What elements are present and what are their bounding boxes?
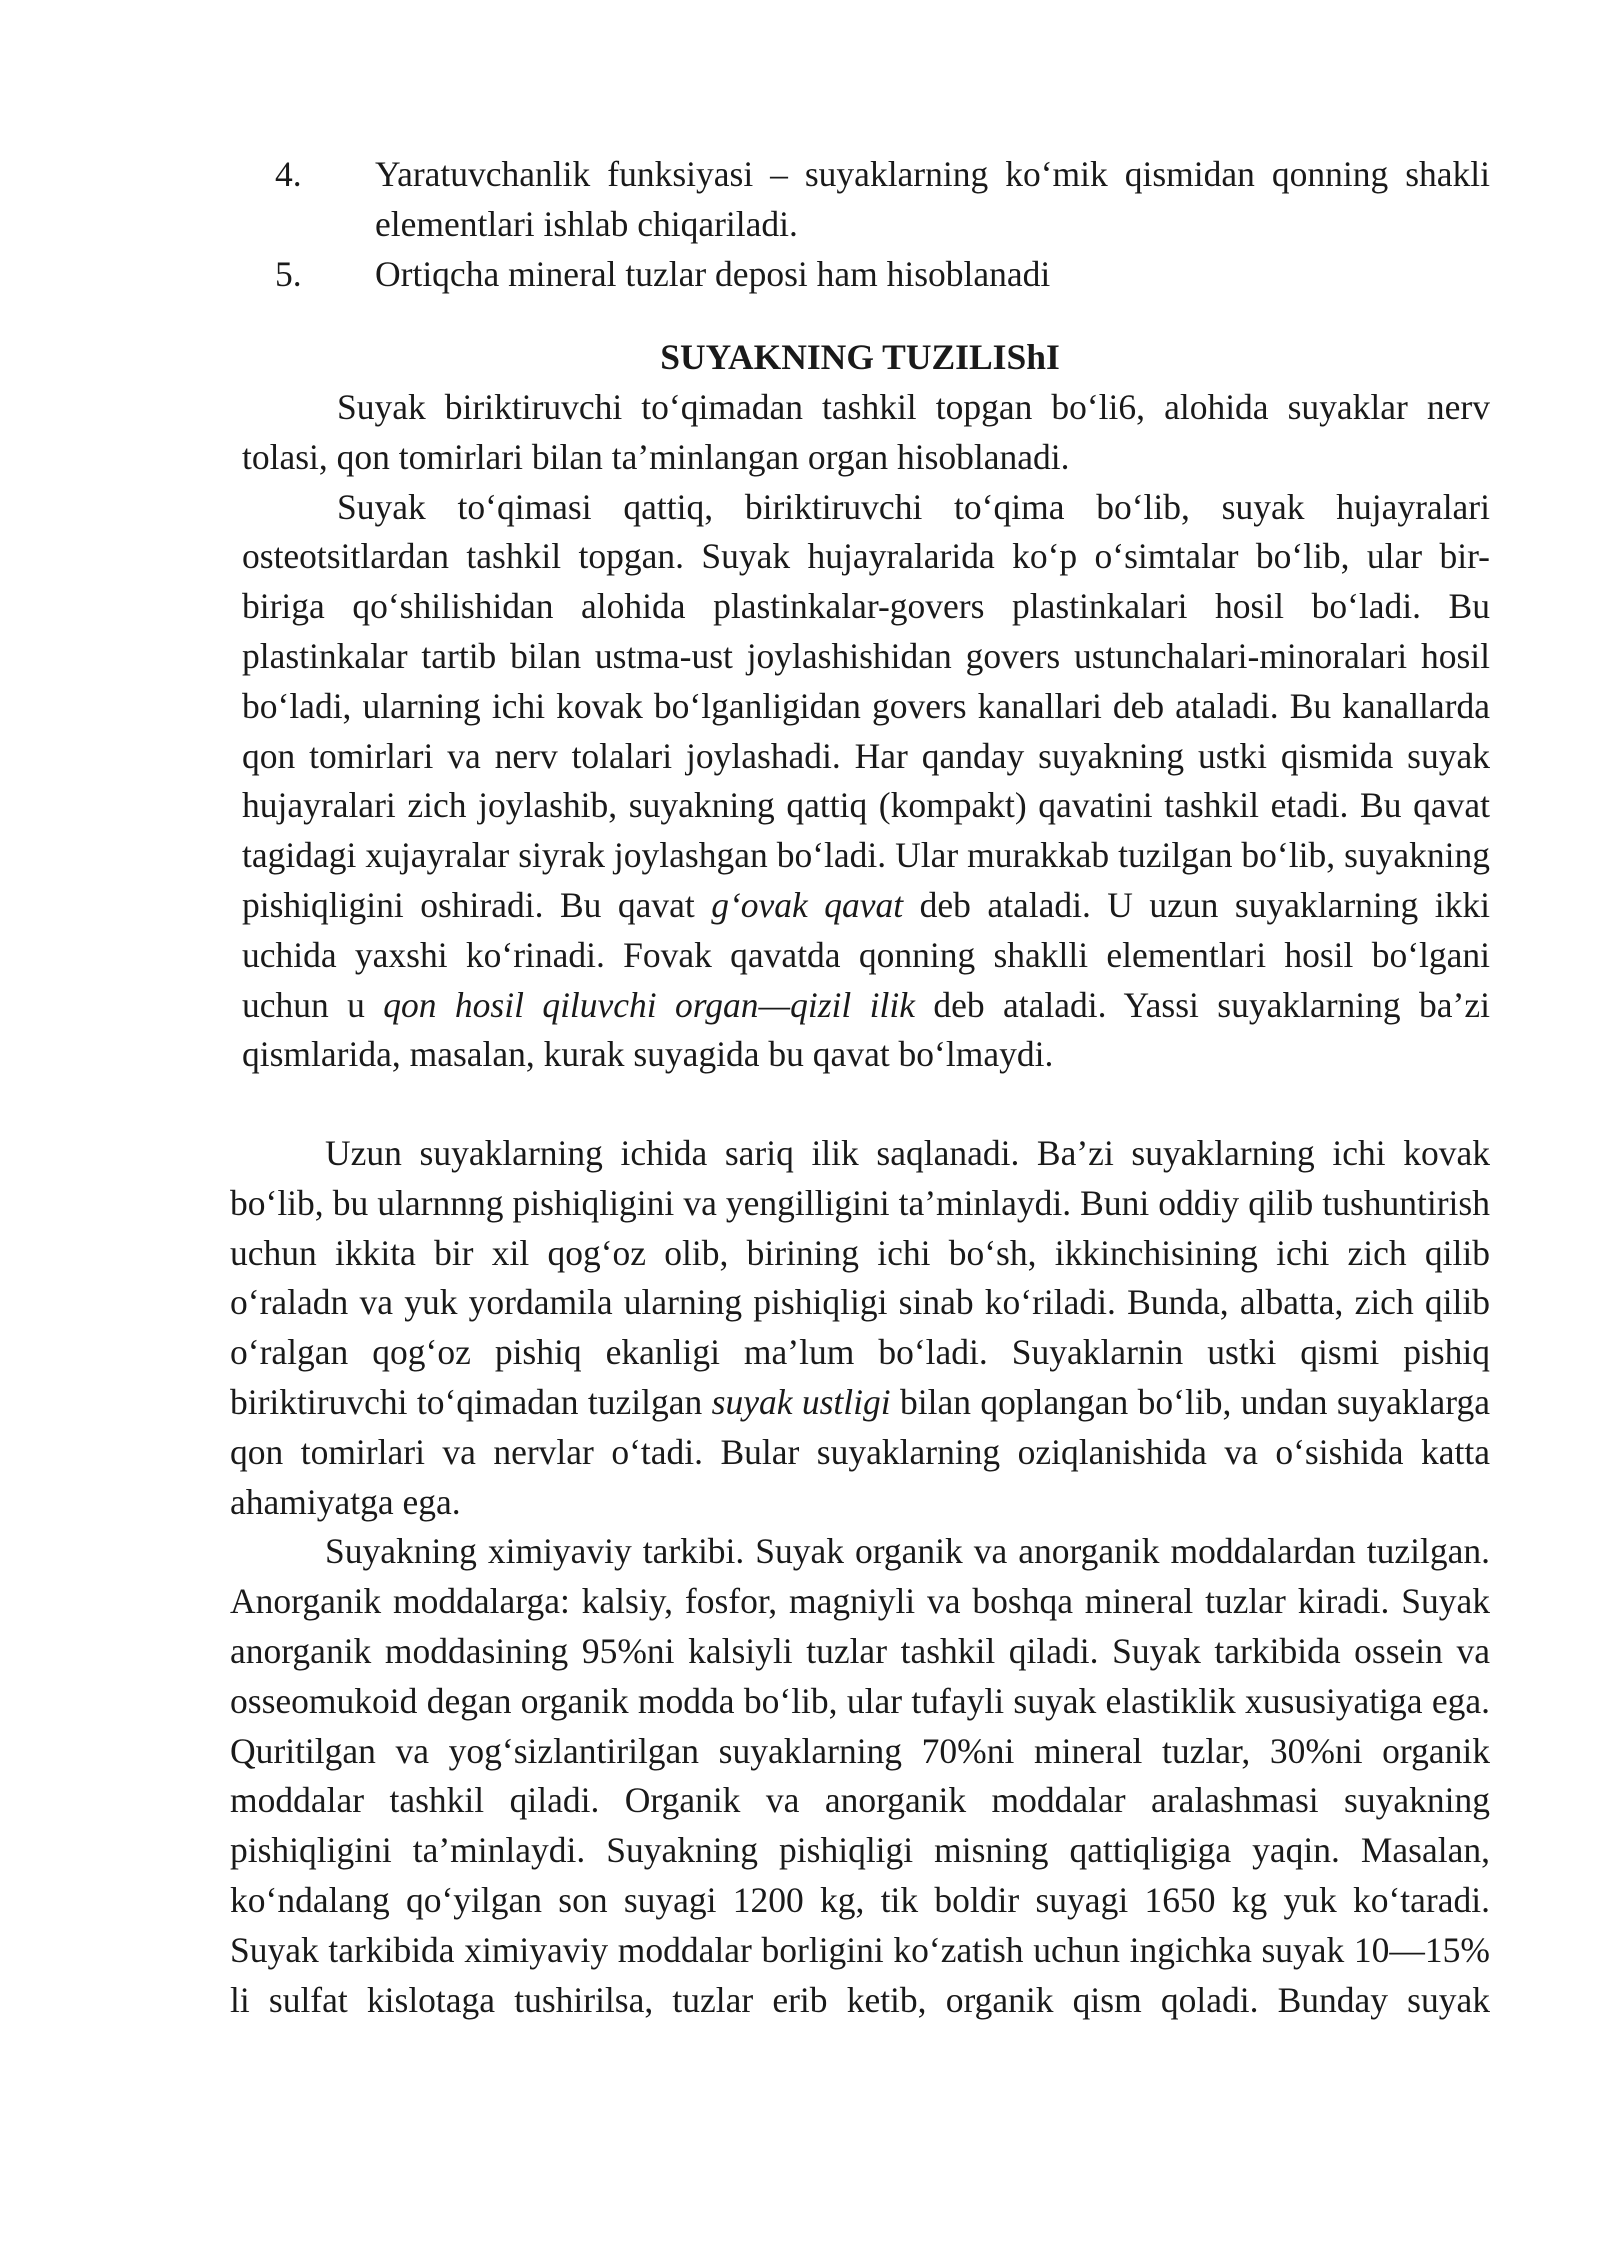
list-item-number: 5.: [275, 253, 302, 294]
list-item-number: 4.: [275, 154, 302, 194]
italic-term: g‘ovak qavat: [711, 884, 904, 925]
paragraph-bone-definition: Suyak biriktiruvchi to‘qimadan tashkil topgan bo‘li6, alohida suyaklar nerv tolasi, qon tomirlari bilan ta’minlangan organ hisoblanadi.: [242, 387, 1490, 477]
list-item-text: Ortiqcha mineral tuzlar deposi ham hisoblanadi: [375, 253, 1051, 294]
list-item: [275, 150, 1490, 250]
numbered-list: [275, 150, 1490, 299]
italic-term: suyak ustligi: [711, 1381, 891, 1422]
section-heading: SUYAKNING TUZILIShI: [660, 337, 1060, 377]
list-item: [275, 250, 1490, 300]
paragraph-text: Uzun suyaklarning ichida sariq ilik saqlanadi. Ba’zi suyaklarning ichi kovak bo‘lib, bu ularnnng pishiqligini va yengilligini ta’minlaydi. Buni oddiy qilib tushuntirish uchun ikkita bir xil qog‘oz olib, birining ichi bo‘sh, ikkinchisining ichi zich qilib o‘raladn va yuk yordamila ularning pishiqligi sinab ko‘riladi. Bunda, albatta, zich qilib o‘ralgan qog‘oz pishiq ekanligi ma’lum bo‘ladi. Suyaklarnin ustki qismi pishiq biriktiruvchi to‘qimadan tuzilgan: [230, 1133, 1490, 1422]
paragraph-text: deb ataladi. U uzun suyaklarning ikki uchida yaxshi ko‘rinadi. Fovak qavatda qonning shaklli elementlari hosil bo‘lgani uchun u: [242, 884, 1490, 1025]
paragraph-text: Suyak to‘qimasi qattiq, biriktiruvchi to‘qima bo‘lib, suyak hujayralari osteotsitlardan tashkil topgan. Suyak hujayralarida ko‘p o‘simtalar bo‘lib, ular bir-biriga qo‘shilishidan alohida plastinkalar-govers plastinkalari hosil bo‘ladi. Bu plastinkalar tartib bilan ustma-ust joylashishidan govers ustunchalari-minoralari hosil bo‘ladi, ularning ichi kovak bo‘lganligidan govers kanallari deb ataladi. Bu kanallarda qon tomirlari va nerv tolalari joylashadi. Har qanday suyakning ustki qismida suyak hujayralari zich joylashib, suyakning qattiq (kompakt) qavatini tashkil etadi. Bu qavat tagidagi xujayralar siyrak joylashgan bo‘ladi. Ular murakkab tuzilgan bo‘lib, suyakning pishiqligini oshiradi. Bu qavat: [242, 486, 1490, 925]
text-section-composition: [230, 1129, 1490, 2025]
paragraph-text: deb ataladi. Yassi suyaklarning ba’zi qismlarida, masalan, kurak suyagida bu qavat bo‘lmaydi.: [242, 984, 1490, 1075]
paragraph-bone-tissue: [242, 483, 1490, 1081]
list-item-text: Yaratuvchanlik funksiyasi – suyaklarning ko‘mik qismidan qonning shakli elementlari ishlab chiqariladi.: [375, 154, 1490, 244]
paragraph-text: bilan qoplangan bo‘lib, undan suyaklarga qon tomirlari va nervlar o‘tadi. Bular suyaklarning oziqlanishida va o‘sishida katta ahamiyatga ega.: [230, 1381, 1490, 1522]
paragraph-chemical-composition: Suyakning ximiyaviy tarkibi. Suyak organik va anorganik moddalardan tuzilgan. Anorganik moddalarga: kalsiy, fosfor, magniyli va boshqa mineral tuzlar kiradi. Suyak anorganik moddasining 95%ni kalsiyli tuzlar tashkil qiladi. Suyak tarkibida ossein va osseomukoid degan organik modda bo‘lib, ular tufayli suyak elastiklik xususiyatiga ega. Quritilgan va yog‘sizlantirilgan suyaklarning 70%ni mineral tuzlar, 30%ni organik moddalar tashkil qiladi. Organik va anorganik moddalar aralashmasi suyakning pishiqligini ta’minlaydi. Suyakning pishiqligi misning qattiqligiga yaqin. Masalan, ko‘ndalang qo‘yilgan son suyagi 1200 kg, tik boldir suyagi 1650 kg yuk ko‘taradi. Suyak tarkibida ximiyaviy moddalar borligini ko‘zatish uchun ingichka suyak 10—15% li sulfat kislotaga tushirilsa, tuzlar erib ketib, organik qism qoladi. Bunday suyak: [230, 1531, 1490, 2020]
italic-term: qon hosil qiluvchi organ—qizil ilik: [383, 984, 915, 1025]
text-section-structure: [242, 383, 1490, 1080]
paragraph-long-bones: [230, 1129, 1490, 1527]
